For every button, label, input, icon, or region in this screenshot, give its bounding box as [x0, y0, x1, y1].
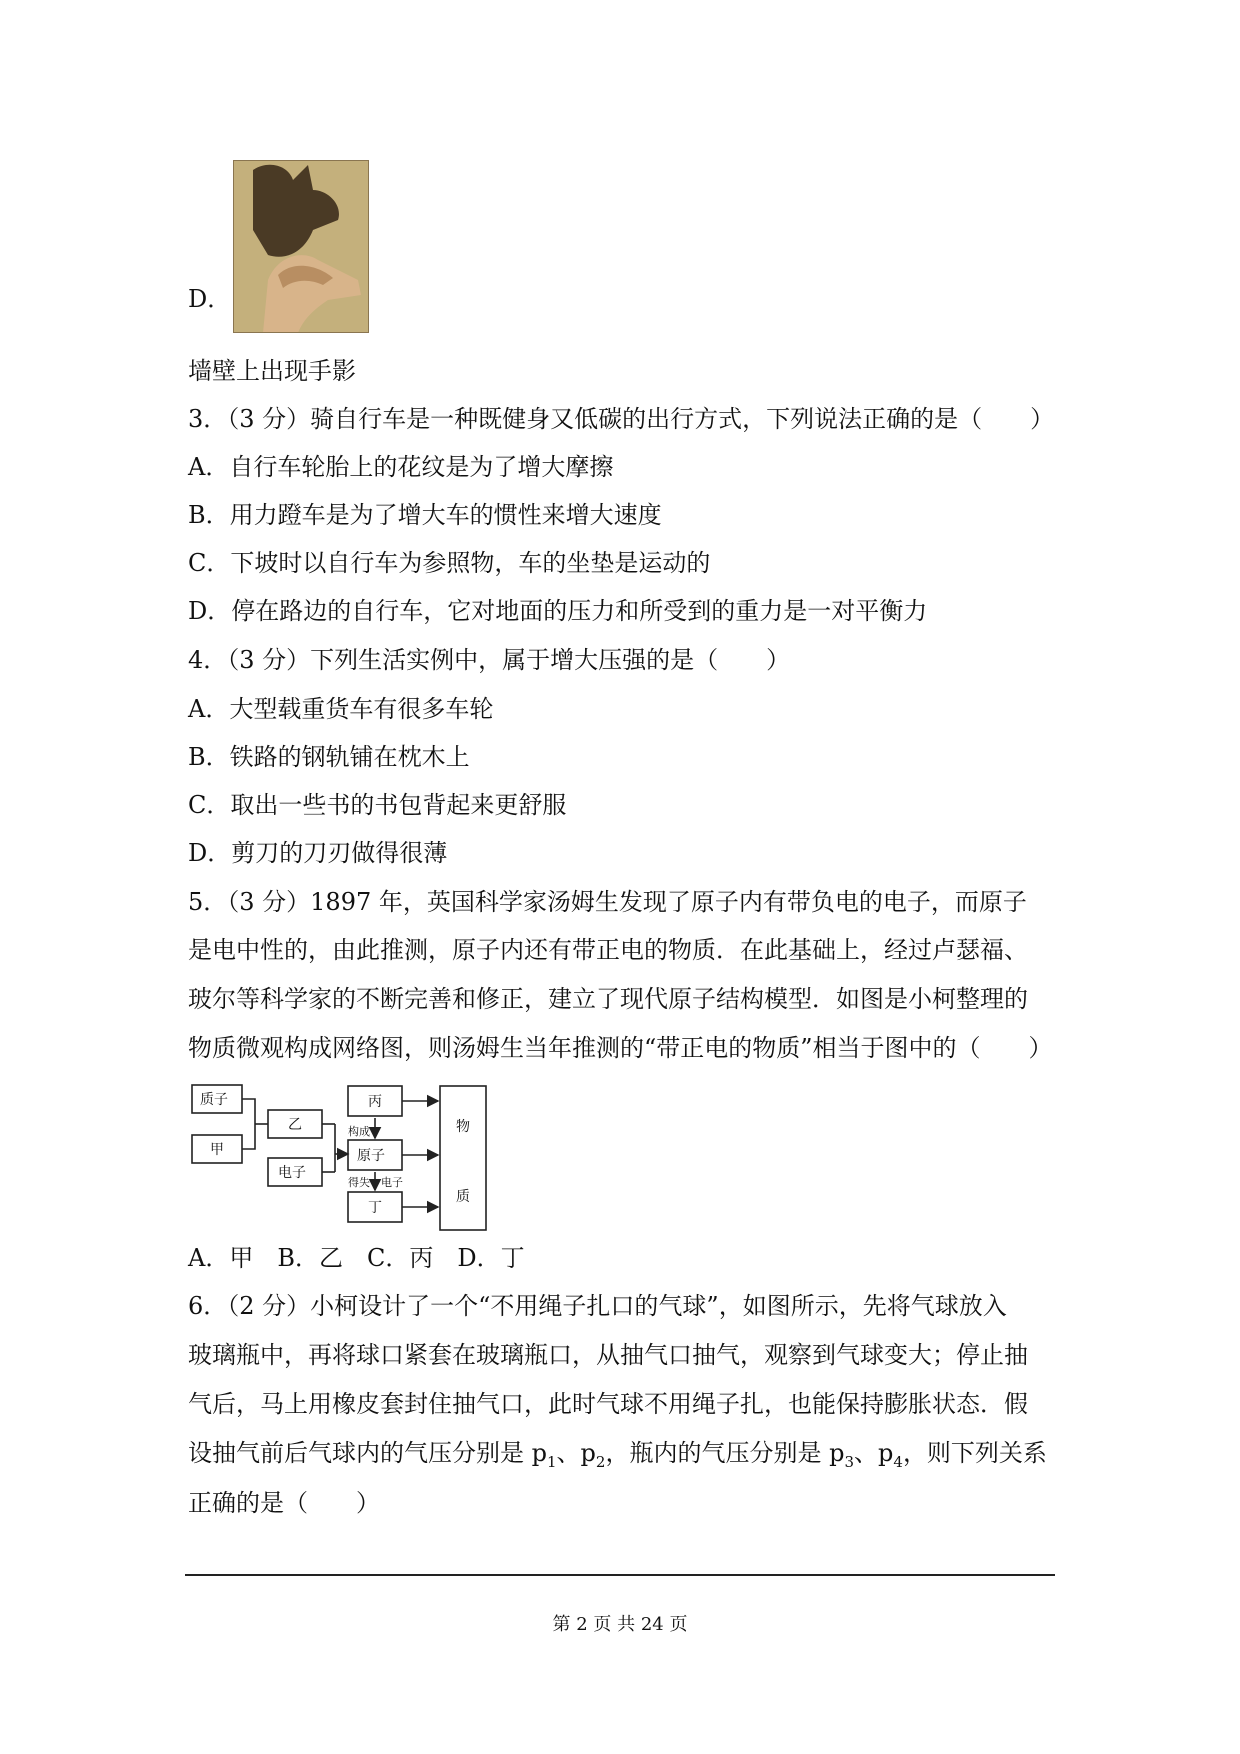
q6-line4-part2: 、p [556, 1439, 596, 1467]
box-matter [440, 1086, 486, 1230]
q5-stem-line2: 是电中性的，由此推测，原子内还有带正电的物质．在此基础上，经过卢瑟福、 [188, 936, 1028, 964]
q6-line4-part5: ，则下列关系 [902, 1439, 1047, 1467]
q5-stem-line4: 物质微观构成网络图，则汤姆生当年推测的“带正电的物质”相当于图中的（ ） [188, 1034, 1053, 1062]
q6-stem-line1: 6．（2 分）小柯设计了一个“不用绳子扎口的气球”，如图所示，先将气球放入 [188, 1292, 1007, 1320]
label-de-shi: 得失 [348, 1176, 370, 1189]
footer-divider [185, 1574, 1055, 1576]
q3-option-c: C．下坡时以自行车为参照物，车的坐垫是运动的 [188, 549, 711, 577]
q4-option-b: B．铁路的钢轨铺在枕木上 [188, 743, 470, 771]
q6-sub-3: 3 [844, 1452, 855, 1471]
label-ding: 丁 [368, 1200, 382, 1216]
label-zhi: 质 [456, 1189, 470, 1205]
label-gou-cheng: 构成 [348, 1125, 370, 1138]
label-electron: 电子 [278, 1165, 306, 1181]
q2-option-d-caption: 墙壁上出现手影 [188, 357, 356, 385]
label-yi: 乙 [288, 1117, 302, 1133]
q4-option-c: C．取出一些书的书包背起来更舒服 [188, 791, 567, 819]
q6-stem-line3: 气后，马上用橡皮套封住抽气口，此时气球不用绳子扎，也能保持膨胀状态．假 [188, 1390, 1028, 1418]
matter-structure-diagram [190, 1083, 490, 1233]
q2-option-d-label: D． [188, 285, 232, 313]
q6-line4-part4: 、p [854, 1439, 894, 1467]
label-atom: 原子 [357, 1148, 385, 1164]
q6-sub-2: 2 [595, 1452, 606, 1471]
hand-shadow-photo [233, 160, 369, 333]
q6-line4-part1: 设抽气前后气球内的气压分别是 p [188, 1439, 547, 1467]
q5-stem-line3: 玻尔等科学家的不断完善和修正，建立了现代原子结构模型．如图是小柯整理的 [188, 985, 1028, 1013]
q6-line4-part3: ，瓶内的气压分别是 p [605, 1439, 845, 1467]
q3-stem: 3．（3 分）骑自行车是一种既健身又低碳的出行方式，下列说法正确的是（ ） [188, 405, 1055, 433]
q4-option-a: A．大型载重货车有很多车轮 [188, 695, 494, 723]
q6-stem-line2: 玻璃瓶中，再将球口紧套在玻璃瓶口，从抽气口抽气，观察到气球变大；停止抽 [188, 1341, 1028, 1369]
q3-option-b: B．用力蹬车是为了增大车的惯性来增大速度 [188, 501, 662, 529]
q5-options: A．甲 B．乙 C．丙 D．丁 [188, 1244, 525, 1272]
label-jia: 甲 [210, 1142, 224, 1158]
q4-option-d: D．剪刀的刀刃做得很薄 [188, 839, 448, 867]
q6-stem-line4 [188, 1438, 1047, 1477]
q5-stem-line1: 5．（3 分）1897 年，英国科学家汤姆生发现了原子内有带负电的电子，而原子 [188, 888, 1027, 916]
q3-option-a: A．自行车轮胎上的花纹是为了增大摩擦 [188, 453, 614, 481]
q6-sub-4: 4 [893, 1452, 903, 1471]
q6-sub-1: 1 [547, 1452, 557, 1471]
q3-option-d: D．停在路边的自行车，它对地面的压力和所受到的重力是一对平衡力 [188, 597, 928, 625]
label-wu: 物 [456, 1119, 470, 1135]
q4-stem: 4．（3 分）下列生活实例中，属于增大压强的是（ ） [188, 646, 791, 674]
label-bing: 丙 [368, 1094, 382, 1110]
q6-stem-line5: 正确的是（ ） [188, 1489, 380, 1517]
page-number: 第 2 页 共 24 页 [552, 1614, 688, 1635]
label-dian-zi: 电子 [381, 1176, 403, 1189]
label-proton: 质子 [200, 1092, 228, 1108]
